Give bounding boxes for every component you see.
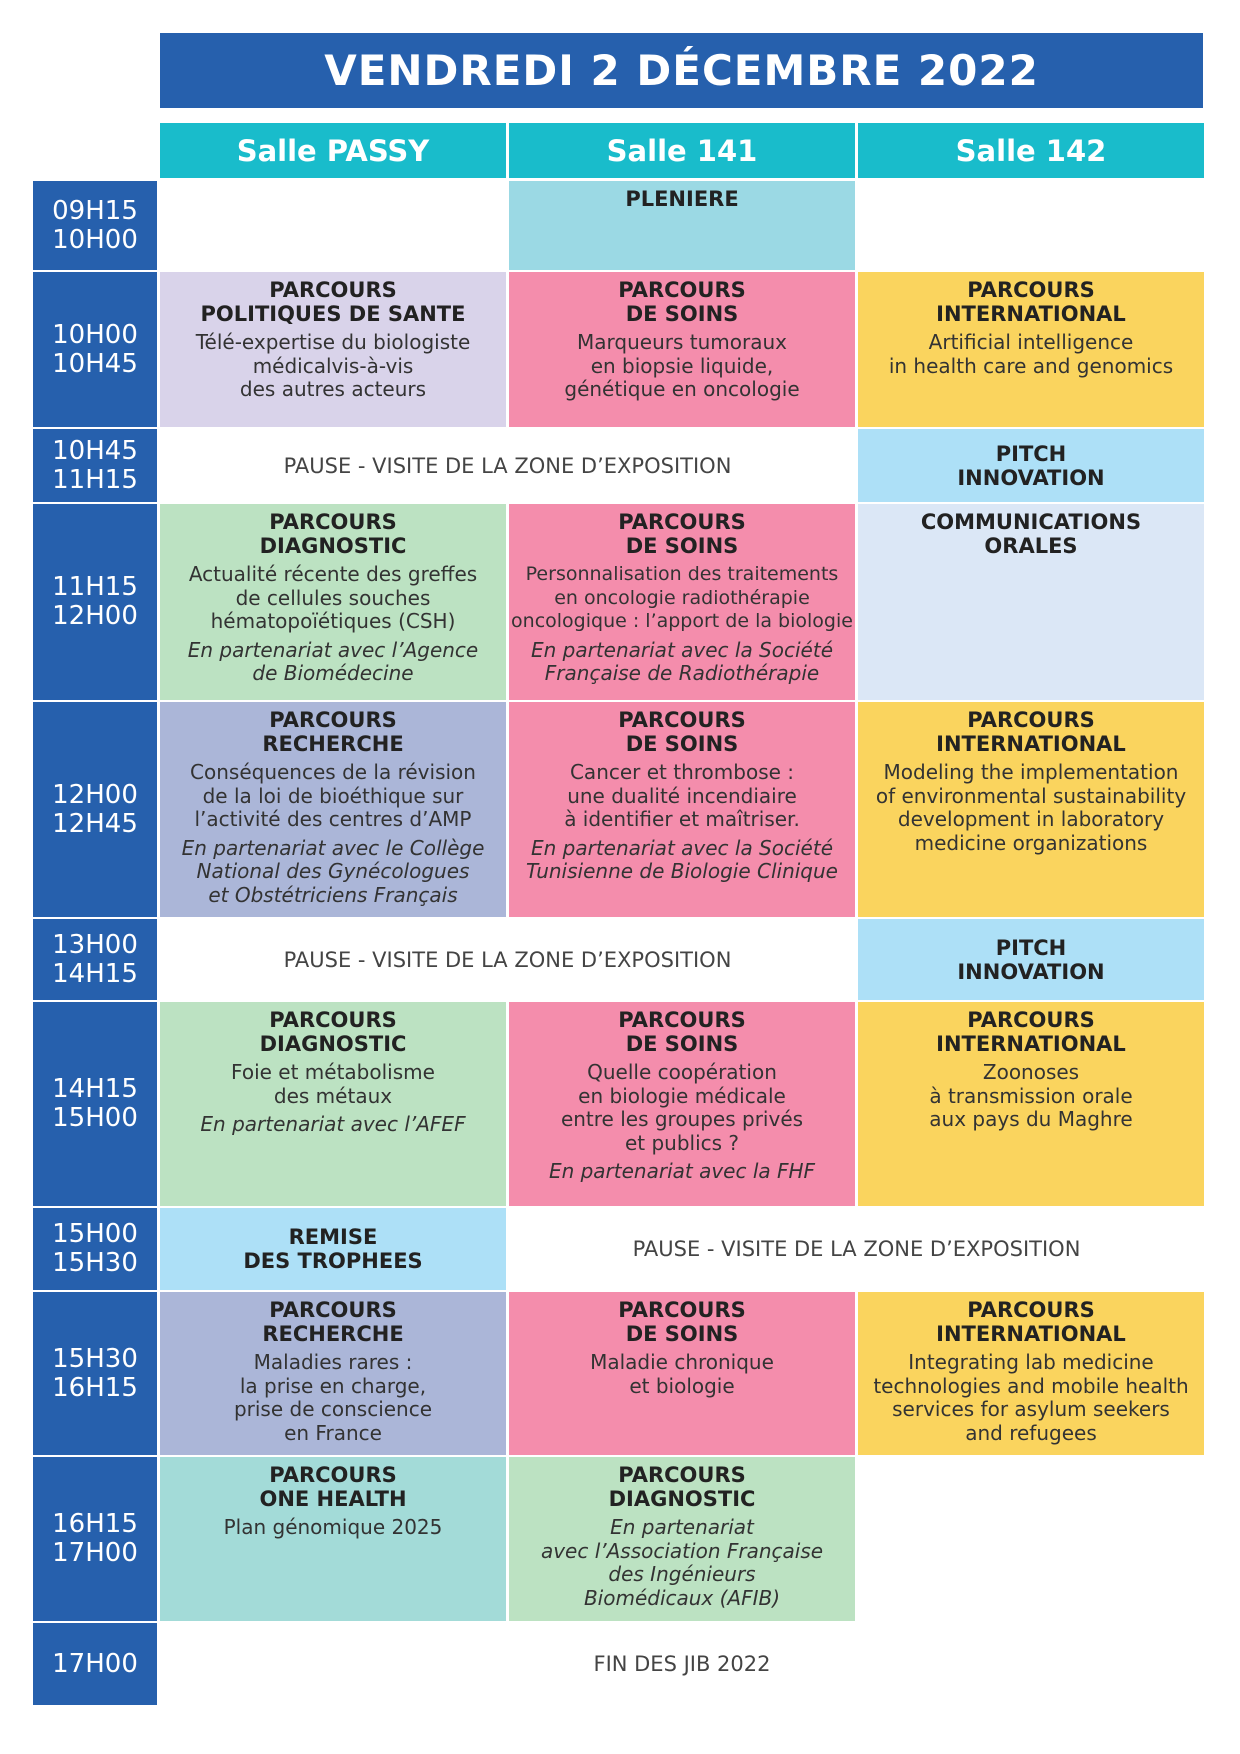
session-heading: PARCOURS INTERNATIONAL bbox=[936, 278, 1126, 326]
session-s5-141 bbox=[509, 702, 855, 917]
time-slot-11: 17H00 bbox=[33, 1623, 157, 1705]
session-s2-141 bbox=[509, 272, 855, 427]
session-heading: PARCOURS ONE HEALTH bbox=[259, 1463, 407, 1511]
session-s3-pitch bbox=[858, 429, 1204, 502]
session-s10-passy bbox=[160, 1457, 506, 1621]
session-description: Télé-expertise du biologiste médicalvis-à-vis des autres acteurs bbox=[195, 330, 471, 401]
session-s7-141 bbox=[509, 1002, 855, 1206]
session-heading: PITCH INNOVATION bbox=[957, 935, 1105, 984]
session-heading: PARCOURS DIAGNOSTIC bbox=[608, 1463, 756, 1511]
room-header-141: Salle 141 bbox=[509, 123, 855, 178]
session-partner: En partenariat avec l’AFEF bbox=[200, 1112, 466, 1136]
session-description: Conséquences de la révision de la loi de bioéthique sur l’activité des centres d’AMP bbox=[190, 760, 476, 831]
session-heading: PARCOURS DE SOINS bbox=[618, 708, 746, 756]
session-heading: PARCOURS DIAGNOSTIC bbox=[259, 1008, 407, 1056]
session-s2-142 bbox=[858, 272, 1204, 427]
session-heading: PITCH INNOVATION bbox=[957, 441, 1105, 490]
session-description: Marqueurs tumoraux en biopsie liquide, génétique en oncologie bbox=[564, 330, 800, 401]
session-s4-141 bbox=[509, 504, 855, 700]
end-of-event: FIN DES JIB 2022 bbox=[160, 1623, 1204, 1705]
session-s4-passy bbox=[160, 504, 506, 700]
time-slot-10: 16H15 17H00 bbox=[33, 1457, 157, 1621]
session-s2-passy bbox=[160, 272, 506, 427]
session-heading: COMMUNICATIONS ORALES bbox=[920, 510, 1142, 558]
pause-s8: PAUSE - VISITE DE LA ZONE D’EXPOSITION bbox=[509, 1208, 1204, 1290]
session-heading: PARCOURS INTERNATIONAL bbox=[936, 1298, 1126, 1346]
session-description: Maladie chronique et biologie bbox=[590, 1350, 774, 1398]
session-heading: PARCOURS INTERNATIONAL bbox=[936, 708, 1126, 756]
session-heading: PARCOURS RECHERCHE bbox=[262, 708, 404, 756]
session-s9-141 bbox=[509, 1292, 855, 1455]
session-partner: En partenariat avec la Société Française de Radiothérapie bbox=[530, 637, 833, 685]
session-s9-142 bbox=[858, 1292, 1204, 1455]
session-heading: PARCOURS DE SOINS bbox=[618, 278, 746, 326]
time-slot-4: 11H15 12H00 bbox=[33, 504, 157, 700]
room-header-142: Salle 142 bbox=[858, 123, 1204, 178]
session-description: Artificial intelligence in health care and genomics bbox=[888, 330, 1174, 378]
session-description: Zoonoses à transmission orale aux pays du Maghre bbox=[929, 1060, 1133, 1131]
session-s7-142 bbox=[858, 1002, 1204, 1206]
room-header-passy: Salle PASSY bbox=[160, 123, 506, 178]
session-s5-passy bbox=[160, 702, 506, 917]
session-description: Modeling the implementation of environmental sustainability development in laboratory medicine organizations bbox=[875, 760, 1187, 855]
session-partner: En partenariat avec la FHF bbox=[548, 1159, 816, 1183]
session-heading: PARCOURS POLITIQUES DE SANTE bbox=[200, 278, 466, 326]
pause-s3: PAUSE - VISITE DE LA ZONE D’EXPOSITION bbox=[160, 429, 855, 502]
time-slot-6: 13H00 14H15 bbox=[33, 919, 157, 1000]
time-slot-8: 15H00 15H30 bbox=[33, 1208, 157, 1290]
session-heading: PARCOURS DE SOINS bbox=[618, 510, 746, 558]
time-slot-7: 14H15 15H00 bbox=[33, 1002, 157, 1206]
session-s10-141 bbox=[509, 1457, 855, 1621]
session-description: Cancer et thrombose : une dualité incendiaire à identifier et maîtriser. bbox=[564, 760, 800, 831]
session-description: Actualité récente des greffes de cellules souches hématopoïétiques (CSH) bbox=[188, 562, 478, 633]
pause-s6: PAUSE - VISITE DE LA ZONE D’EXPOSITION bbox=[160, 919, 855, 1000]
session-partner: En partenariat avec l’Association Française des Ingénieurs Biomédicaux (AFIB) bbox=[540, 1515, 824, 1610]
session-partner: En partenariat avec le Collège National des Gynécologues et Obstétriciens Français bbox=[181, 835, 485, 907]
session-s9-passy bbox=[160, 1292, 506, 1455]
session-s4-142 bbox=[858, 504, 1204, 700]
session-description: Maladies rares : la prise en charge, prise de conscience en France bbox=[233, 1350, 433, 1445]
time-slot-3: 10H45 11H15 bbox=[33, 429, 157, 502]
session-description: Personnalisation des traitements en oncologie radiothérapie oncologique : l’apport de la biologie bbox=[511, 563, 853, 632]
session-description: Plan génomique 2025 bbox=[223, 1515, 443, 1539]
page-title: VENDREDI 2 DÉCEMBRE 2022 bbox=[160, 33, 1203, 108]
session-heading: REMISE DES TROPHEES bbox=[243, 1225, 423, 1273]
time-slot-5: 12H00 12H45 bbox=[33, 702, 157, 917]
session-heading: PARCOURS DIAGNOSTIC bbox=[259, 510, 407, 558]
time-slot-1: 09H15 10H00 bbox=[33, 181, 157, 270]
time-slot-9: 15H30 16H15 bbox=[33, 1292, 157, 1455]
session-pleniere bbox=[509, 181, 855, 270]
session-heading: PARCOURS DE SOINS bbox=[618, 1298, 746, 1346]
session-description: Integrating lab medicine technologies and mobile health services for asylum seekers and refugees bbox=[873, 1350, 1189, 1445]
time-slot-2: 10H00 10H45 bbox=[33, 272, 157, 427]
session-heading: PLENIERE bbox=[625, 187, 739, 211]
session-partner: En partenariat avec l’Agence de Biomédecine bbox=[187, 637, 479, 685]
session-s8-trophees bbox=[160, 1208, 506, 1290]
session-partner: En partenariat avec la Société Tunisienne de Biologie Clinique bbox=[526, 835, 838, 883]
session-s5-142 bbox=[858, 702, 1204, 917]
session-description: Quelle coopération en biologie médicale entre les groupes privés et publics ? bbox=[560, 1060, 804, 1155]
session-heading: PARCOURS INTERNATIONAL bbox=[936, 1008, 1126, 1056]
session-s6-pitch bbox=[858, 919, 1204, 1000]
session-s7-passy bbox=[160, 1002, 506, 1206]
session-description: Foie et métabolisme des métaux bbox=[231, 1060, 435, 1108]
session-heading: PARCOURS RECHERCHE bbox=[262, 1298, 404, 1346]
session-heading: PARCOURS DE SOINS bbox=[618, 1008, 746, 1056]
